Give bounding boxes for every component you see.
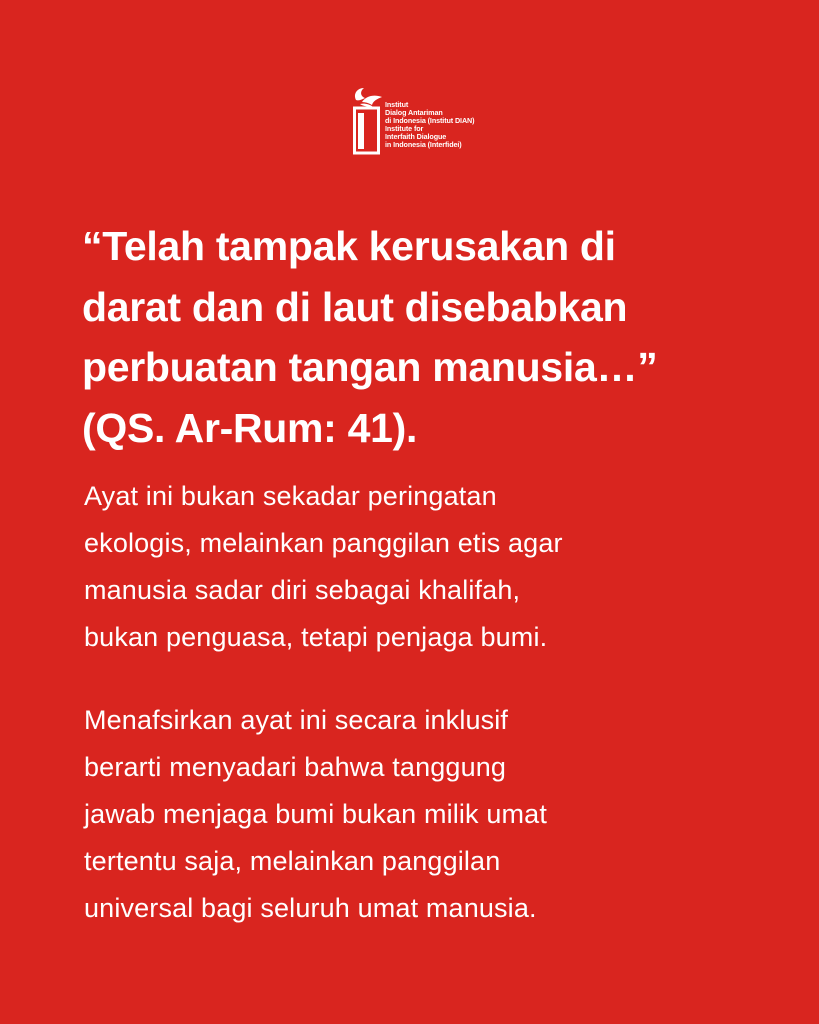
body-paragraph-2 [84, 697, 774, 932]
paragraph-line: jawab menjaga bumi bukan milik umat [84, 799, 547, 829]
logo-text-line: di Indonesia (Institut DIAN) [385, 116, 475, 126]
logo-text-line: Interfaith Dialogue [385, 132, 447, 142]
logo-text [385, 101, 485, 150]
quote-line: “Telah tampak kerusakan di [82, 223, 616, 269]
paragraph-line: bukan penguasa, tetapi penjaga bumi. [84, 622, 548, 652]
quote-citation: (QS. Ar-Rum: 41). [82, 404, 418, 451]
paragraph-line: berarti menyadari bahwa tanggung [84, 752, 507, 782]
paragraph-line: manusia sadar diri sebagai khalifah, [84, 575, 521, 605]
quote-line: darat dan di laut disebabkan [82, 283, 628, 330]
paragraph-line: tertentu saja, melainkan panggilan [84, 846, 501, 876]
quote-line: perbuatan tangan manusia…” [82, 344, 658, 390]
institute-logo [352, 86, 482, 158]
paragraph-line: ekologis, melainkan panggilan etis agar [84, 528, 563, 558]
body-paragraph-1 [84, 473, 774, 661]
paragraph-line: Ayat ini bukan sekadar peringatan [84, 481, 497, 511]
quran-quote-heading [82, 216, 772, 458]
logo-text-line: Institut [385, 100, 409, 109]
logo-text-line: Dialog Antariman [385, 108, 443, 118]
institut-dian-logo-icon [352, 86, 388, 156]
logo-text-line: Institute for [385, 124, 424, 134]
paragraph-line: universal bagi seluruh umat manusia. [84, 893, 537, 923]
paragraph-line: Menafsirkan ayat ini secara inklusif [84, 705, 509, 735]
logo-text-line: in Indonesia (Interfidei) [385, 140, 462, 150]
